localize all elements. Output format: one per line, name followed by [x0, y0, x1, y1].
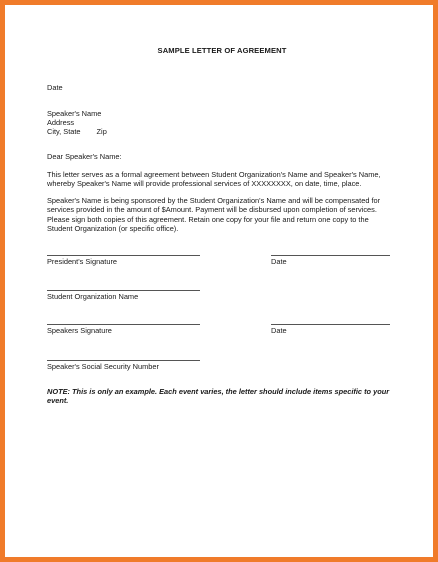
paragraph-line: services provided in the amount of $Amount. Payment will be disbursed upon completion of services. — [47, 205, 377, 215]
recipient-address: Address — [47, 118, 75, 127]
paragraph-line: Student Organization (or specific office). — [47, 224, 179, 234]
speaker-signature-label: Speakers Signature — [47, 326, 112, 335]
recipient-zip: Zip — [96, 127, 107, 136]
letter-page — [47, 0, 397, 562]
recipient-city-state-line — [47, 127, 107, 136]
paragraph-line: Speaker's Name is being sponsored by the Student Organization's Name and will be compensated for — [47, 196, 381, 205]
paragraph-compensation — [47, 196, 395, 234]
paragraph-line: This letter serves as a formal agreement between Student Organization's Name and Speaker's Name, — [47, 170, 381, 179]
president-signature-line[interactable] — [47, 255, 200, 256]
speaker-signature-line[interactable] — [47, 324, 200, 325]
recipient-city-state: City, State — [47, 127, 81, 136]
paragraph-line: whereby Speaker's Name will provide professional services of XXXXXXXX, on date, time, place. — [47, 179, 362, 189]
ssn-label: Speaker's Social Security Number — [47, 362, 159, 371]
paragraph-line: Please sign both copies of this agreement. Retain one copy for your file and return one copy to the — [47, 214, 369, 224]
organization-name-line[interactable] — [47, 290, 200, 291]
document-title: SAMPLE LETTER OF AGREEMENT — [157, 46, 287, 55]
date-label-1: Date — [271, 257, 287, 266]
recipient-name: Speaker's Name — [47, 109, 102, 118]
date-label: Date — [47, 83, 63, 92]
organization-name-label: Student Organization Name — [47, 292, 139, 301]
date-label-2: Date — [271, 326, 287, 335]
ssn-line[interactable] — [47, 360, 200, 361]
president-signature-label: President's Signature — [47, 257, 118, 266]
salutation: Dear Speaker's Name: — [47, 152, 122, 161]
date-line-1[interactable] — [271, 255, 390, 256]
date-line-2[interactable] — [271, 324, 390, 325]
paragraph-agreement — [47, 170, 395, 189]
example-note: NOTE: This is only an example. Each event varies, the letter should include items specific to your event. — [47, 387, 390, 406]
